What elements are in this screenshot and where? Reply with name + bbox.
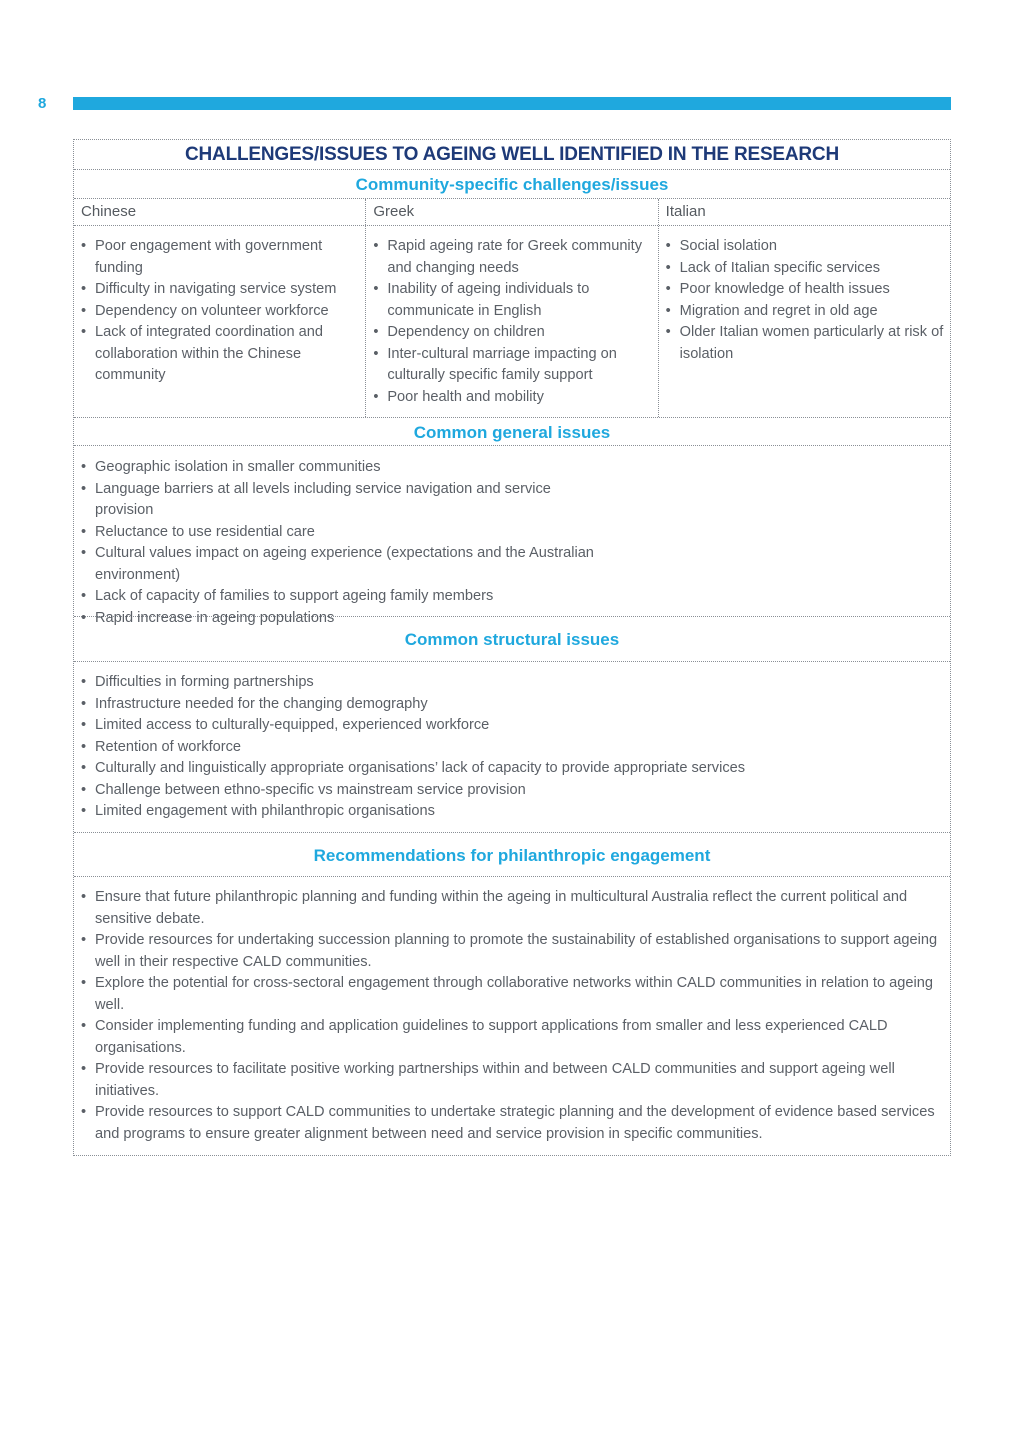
list-item: • Geographic isolation in smaller communities bbox=[74, 457, 604, 479]
list-item: • Inter-cultural marriage impacting on culturally specific family support bbox=[366, 344, 657, 387]
list-item: • Dependency on children bbox=[366, 322, 657, 344]
italian-issues-list bbox=[659, 236, 950, 365]
list-item: • Poor health and mobility bbox=[366, 387, 657, 409]
column-header-greek: Greek bbox=[366, 199, 658, 225]
chinese-column bbox=[74, 226, 366, 417]
list-item: • Ensure that future philanthropic planning and funding within the ageing in multicultural Australia reflect the current political and sensitive debate. bbox=[74, 887, 944, 930]
list-item: • Reluctance to use residential care bbox=[74, 522, 604, 544]
list-item: • Rapid ageing rate for Greek community and changing needs bbox=[366, 236, 657, 279]
column-header-chinese: Chinese bbox=[74, 199, 366, 225]
list-item: • Lack of integrated coordination and collaboration within the Chinese community bbox=[74, 322, 365, 387]
list-item: • Inability of ageing individuals to communicate in English bbox=[366, 279, 657, 322]
challenges-table bbox=[73, 139, 951, 1156]
list-item: • Retention of workforce bbox=[74, 737, 950, 759]
community-heading: Community-specific challenges/issues bbox=[74, 170, 950, 199]
list-item: • Challenge between ethno-specific vs mainstream service provision bbox=[74, 780, 950, 802]
recommendations-section bbox=[74, 877, 950, 1155]
recommendations-list bbox=[74, 887, 944, 1145]
general-section bbox=[74, 446, 950, 626]
list-item: • Provide resources to facilitate positive working partnerships within and between CALD communities and support ageing well initiatives. bbox=[74, 1059, 944, 1102]
column-header-italian: Italian bbox=[665, 203, 706, 220]
structural-issues-list bbox=[74, 672, 950, 823]
list-item: • Explore the potential for cross-sectoral engagement through collaborative networks within CALD communities in relation to ageing well. bbox=[74, 973, 944, 1016]
page-number: 8 bbox=[38, 95, 47, 112]
list-item: • Difficulties in forming partnerships bbox=[74, 672, 950, 694]
general-heading: Common general issues bbox=[74, 418, 950, 446]
chinese-issues-list bbox=[74, 236, 365, 387]
list-item: • Provide resources to support CALD communities to undertake strategic planning and the development of evidence based services and programs to ensure greater alignment between need and service provision in specific communities. bbox=[74, 1102, 944, 1145]
structural-section bbox=[74, 662, 950, 833]
structural-heading: Common structural issues bbox=[74, 617, 950, 662]
list-item: • Difficulty in navigating service system bbox=[74, 279, 365, 301]
community-column-headers bbox=[74, 199, 950, 226]
recommendations-heading: Recommendations for philanthropic engagement bbox=[74, 833, 950, 877]
list-item: • Social isolation bbox=[659, 236, 950, 258]
community-columns bbox=[74, 226, 950, 418]
list-item: • Provide resources for undertaking succession planning to promote the sustainability of established organisations to support ageing well in their respective CALD communities. bbox=[74, 930, 944, 973]
list-item: • Older Italian women particularly at risk of isolation bbox=[659, 322, 950, 365]
list-item: • Poor knowledge of health issues bbox=[659, 279, 950, 301]
list-item: • Lack of Italian specific services bbox=[659, 258, 950, 280]
list-item: • Cultural values impact on ageing experience (expectations and the Australian environment) bbox=[74, 543, 604, 586]
list-item: • Dependency on volunteer workforce bbox=[74, 301, 365, 323]
greek-column bbox=[366, 226, 658, 417]
general-issues-list bbox=[74, 457, 604, 629]
list-item: • Poor engagement with government funding bbox=[74, 236, 365, 279]
greek-issues-list bbox=[366, 236, 657, 408]
list-item: • Consider implementing funding and application guidelines to support applications from smaller and less experienced CALD organisations. bbox=[74, 1016, 944, 1059]
table-title: CHALLENGES/ISSUES TO AGEING WELL IDENTIFIED IN THE RESEARCH bbox=[74, 140, 950, 170]
list-item: • Rapid increase in ageing populations bbox=[74, 608, 604, 630]
list-item: • Migration and regret in old age bbox=[659, 301, 950, 323]
header-accent-bar bbox=[73, 97, 951, 110]
list-item: • Infrastructure needed for the changing demography bbox=[74, 694, 950, 716]
list-item: • Limited access to culturally-equipped, experienced workforce bbox=[74, 715, 950, 737]
list-item: • Language barriers at all levels including service navigation and service provision bbox=[74, 479, 604, 522]
list-item: • Limited engagement with philanthropic organisations bbox=[74, 801, 950, 823]
list-item: • Lack of capacity of families to support ageing family members bbox=[74, 586, 604, 608]
list-item: • Culturally and linguistically appropriate organisations’ lack of capacity to provide appropriate services bbox=[74, 758, 950, 780]
italian-column bbox=[659, 226, 950, 417]
